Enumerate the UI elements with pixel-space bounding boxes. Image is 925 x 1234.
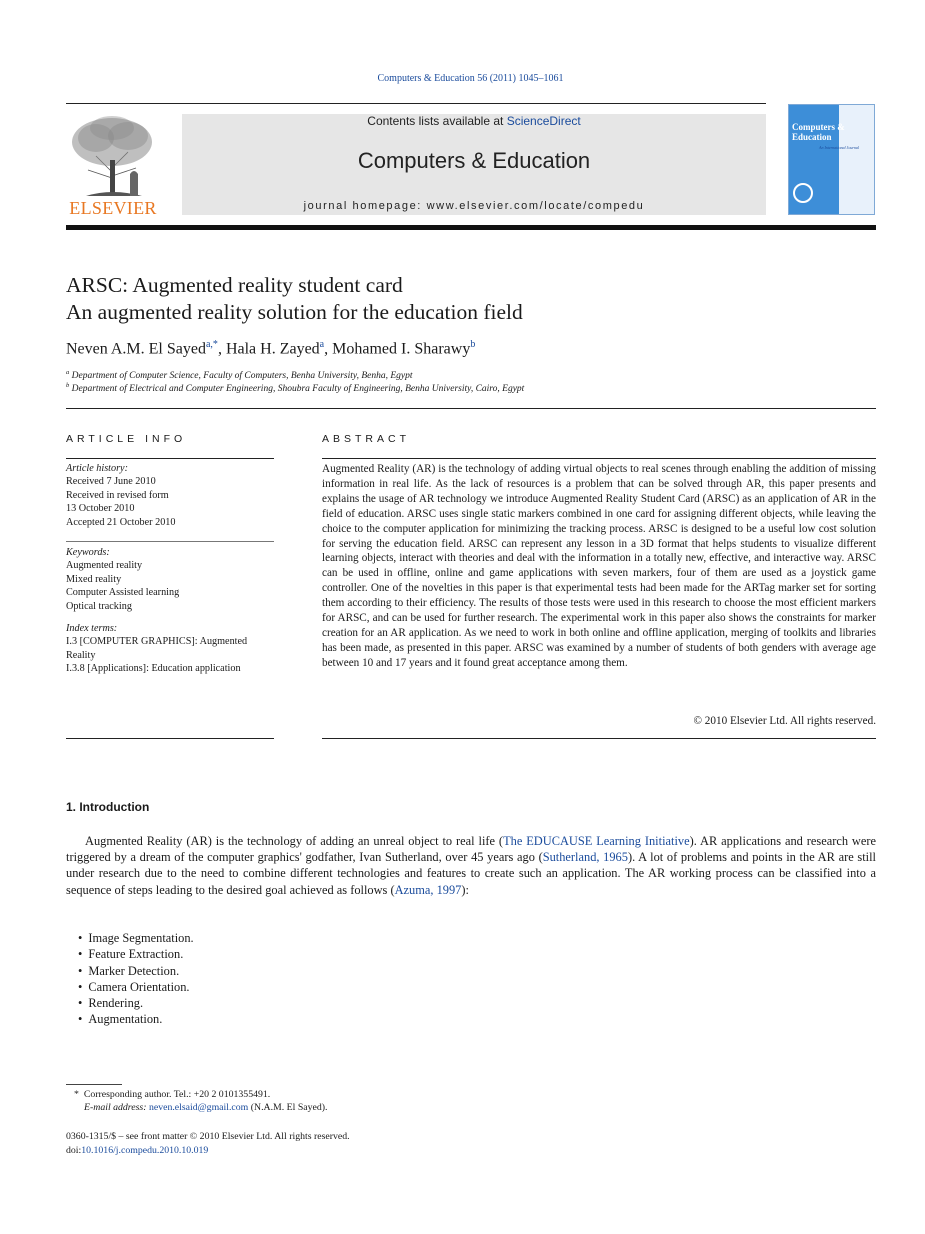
- journal-reference[interactable]: Computers & Education 56 (2011) 1045–1061: [377, 73, 564, 84]
- citation-sutherland[interactable]: Sutherland, 1965: [542, 850, 628, 865]
- list-item: • Augmentation.: [78, 1011, 194, 1027]
- author-name: Hala H. Zayed: [225, 340, 320, 358]
- author-affiliation-mark[interactable]: a,*: [205, 339, 218, 350]
- keyword: Augmented reality: [66, 560, 143, 572]
- author-affiliation-mark[interactable]: b: [470, 339, 476, 350]
- doi-line: doi:10.1016/j.compedu.2010.10.019: [66, 1145, 209, 1156]
- citation-educause[interactable]: The EDUCAUSE Learning Initiative: [503, 834, 690, 848]
- history-item: Accepted 21 October 2010: [66, 516, 176, 528]
- list-item: • Feature Extraction.: [78, 946, 194, 962]
- list-item: • Image Segmentation.: [78, 930, 194, 946]
- article-info-end-rule: [66, 738, 274, 739]
- journal-cover-thumbnail: [788, 104, 875, 215]
- author-affiliation-mark[interactable]: a: [319, 339, 325, 350]
- list-item: • Rendering.: [78, 995, 194, 1011]
- history-label: Article history:: [66, 463, 128, 474]
- intro-paragraph: Augmented Reality (AR) is the technology of adding an unreal object to real life (The EDUCAUSE Learning Initiative). AR applications and research were triggered by a dream of the computer graphics' godfather, Ivan Sutherland, over 45 years ago (Sutherland, 1965). A lot of problems and points in the AR are still under research due to the need to combine different technologies and features to create such an application. The AR working process can be classified into a sequence of steps leading to the desired goal achieved as follows (Azuma, 1997):: [66, 834, 876, 897]
- keywords-label: Keywords:: [66, 547, 110, 558]
- keyword: Optical tracking: [66, 600, 132, 612]
- abstract-end-rule: [322, 738, 876, 739]
- section-heading-introduction: 1. Introduction: [66, 800, 150, 814]
- citation-azuma[interactable]: Azuma, 1997: [394, 882, 462, 897]
- list-item: • Marker Detection.: [78, 963, 194, 979]
- journal-title: Computers & Education: [357, 148, 591, 173]
- history-item: Received 7 June 2010: [66, 476, 156, 488]
- index-term: I.3 [COMPUTER GRAPHICS]: Augmented: [66, 636, 248, 648]
- article-info-heading: ARTICLE INFO: [66, 433, 187, 445]
- affiliation-b: $^b$ Department of Electrical and Computer Engineering, Shoubra Faculty of Engineering, Benha University, Cairo, Egypt: [66, 382, 525, 395]
- list-item: • Camera Orientation.: [78, 979, 194, 995]
- author-name: Neven A.M. El Sayed: [66, 340, 206, 358]
- article-info-divider: [66, 541, 274, 542]
- index-term: Reality: [66, 649, 96, 661]
- publisher-wordmark: ELSEVIER: [69, 198, 157, 218]
- journal-homepage[interactable]: journal homepage: www.elsevier.com/locate/compedu: [303, 200, 645, 212]
- abstract-heading: ABSTRACT: [322, 433, 411, 445]
- abstract-body: Augmented Reality (AR) is the technology of adding virtual objects to real scenes through enabling the addition of missing information in real life. As the lack of resources is a problem that can be solved through AR, this paper presents and explains the usage of AR technology we introduce Augmented Reality Student Card (ARSC) as an application of AR in the field of education. ARSC uses single static markers combined in one card for assigning different objects, while leaving the choice to the computer application for minimizing the tracking process. ARSC is designed to be a useful low cost solution for serving the education field. ARSC can represent any lesson in a 3D format that helps students to visualize different learning objects, interact with theories and deal with the information in a totally new, effective, and interactive way. ARSC can be used in offline, online and game applications with seven markers, four of them are used as a joystick game controller. One of the novelties in this paper is that experimental tests had been made for the ARTag marker set for sorting them according to their efficiency. The results of those tests were used in this research to choose the most efficient markers for ARSC, and can be used for further research. The experimental work in this paper also shows the constraints for marker creation for an AR application. As we need to work in both online and offline application, merging of toolkits and libraries has been made, as presented in this paper. ARSC was examined by a number of students of both genders with average age between 10 and 17 years and it found great acceptance among them.: [322, 463, 876, 669]
- history-item: 13 October 2010: [66, 503, 135, 515]
- index-term: I.3.8 [Applications]: Education application: [66, 663, 241, 675]
- journal-masthead: [182, 114, 766, 215]
- article-title: ARSC: Augmented reality student card: [66, 273, 403, 297]
- keywords: [66, 546, 274, 613]
- title-rule: [66, 408, 876, 409]
- abstract-rule: [322, 458, 876, 459]
- index-terms: [66, 622, 274, 676]
- footnote-email: E-mail address: neven.elsaid@gmail.com (N.A.M. El Sayed).: [84, 1102, 328, 1113]
- footnote-rule: [66, 1084, 122, 1085]
- sciencedirect-link[interactable]: ScienceDirect: [506, 114, 581, 128]
- article-info-rule: [66, 458, 274, 459]
- index-terms-label: Index terms:: [66, 623, 118, 634]
- history-item: Received in revised form: [66, 489, 169, 501]
- doi-link[interactable]: 10.1016/j.compedu.2010.10.019: [81, 1145, 209, 1156]
- issn-line: 0360-1315/$ – see front matter © 2010 Elsevier Ltd. All rights reserved.: [66, 1131, 350, 1142]
- footnote-corresponding-author: * Corresponding author. Tel.: +20 2 0101355491.: [74, 1089, 271, 1100]
- contents-line: Contents lists available at ScienceDirect: [367, 114, 581, 128]
- email-link[interactable]: neven.elsaid@gmail.com: [148, 1102, 249, 1113]
- abstract-copyright: © 2010 Elsevier Ltd. All rights reserved.: [693, 715, 876, 727]
- masthead-rule: [66, 225, 876, 230]
- article-subtitle: An augmented reality solution for the education field: [66, 300, 523, 324]
- cover-seal-icon: [793, 183, 813, 203]
- affiliation-a: $^a$ Department of Computer Science, Faculty of Computers, Benha University, Benha, Egypt: [66, 369, 413, 382]
- keyword: Computer Assisted learning: [66, 587, 180, 599]
- header-rule: [66, 103, 766, 104]
- ar-steps-list: [78, 930, 194, 1028]
- article-history: [66, 462, 274, 529]
- keyword: Mixed reality: [66, 573, 122, 585]
- author-list: Neven A.M. El Sayed$^{a,*}$, Hala H. Zayed$^a$, Mohamed I. Sharawy$^b$: [66, 339, 476, 358]
- cover-subtitle: An International Journal: [819, 145, 859, 150]
- author-name: Mohamed I. Sharawy: [332, 340, 471, 358]
- cover-title: Computers & Education: [792, 122, 845, 142]
